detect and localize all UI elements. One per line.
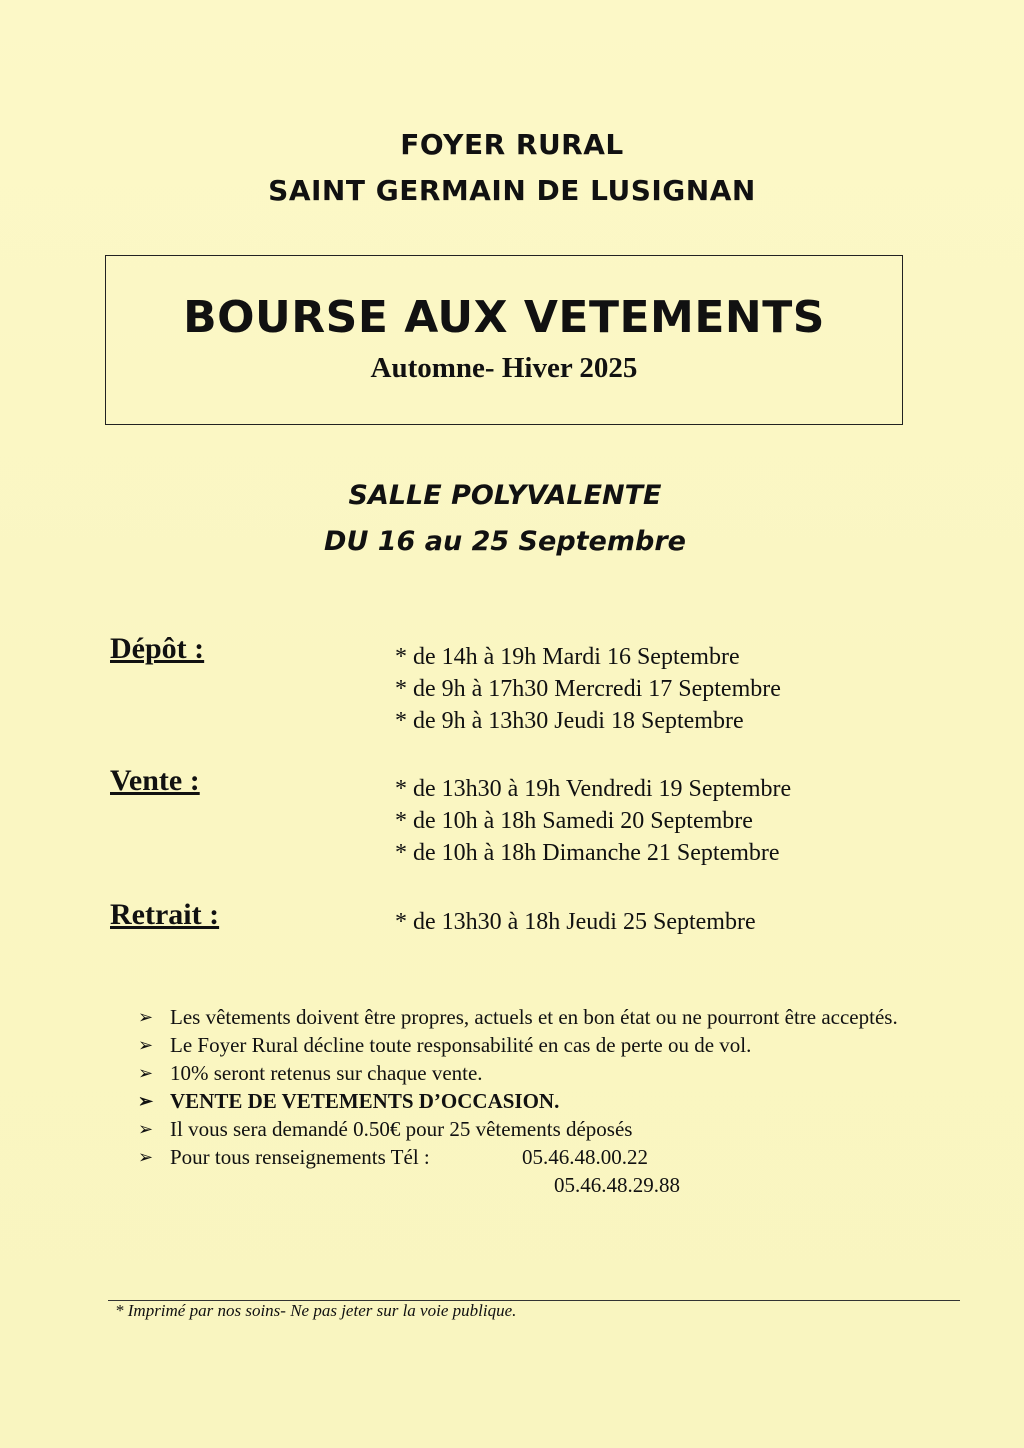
arrow-bullet-icon: ➢ [138,1119,154,1139]
note-text: Le Foyer Rural décline toute responsabilité en cas de perte ou de vol. [170,1033,752,1057]
note-text: VENTE DE VETEMENTS D’OCCASION. [170,1089,560,1113]
arrow-bullet-icon: ➢ [138,1147,154,1167]
retrait-label: Retrait : [110,898,220,931]
phone-number: 05.46.48.29.88 [554,1173,680,1197]
event-dates: DU 16 au 25 Septembre [324,526,686,557]
arrow-bullet-icon: ➢ [138,1007,154,1027]
depot-schedule [395,641,781,737]
note-item [138,1003,898,1031]
footer-note: * Imprimé par nos soins- Ne pas jeter sur la voie publique. [115,1301,517,1320]
contact-item [138,1143,898,1171]
contact-label: Pour tous renseignements Tél : [170,1145,430,1169]
organization-location: SAINT GERMAIN DE LUSIGNAN [268,174,756,207]
vente-label: Vente : [110,764,200,797]
organization-name: FOYER RURAL [400,128,624,161]
retrait-schedule [395,906,756,938]
arrow-bullet-icon: ➢ [138,1063,154,1083]
note-text: Les vêtements doivent être propres, actuels et en bon état ou ne pourront être acceptés. [170,1005,898,1029]
venue-name: SALLE POLYVALENTE [348,480,662,511]
schedule-item: * de 13h30 à 18h Jeudi 25 Septembre [395,909,756,935]
schedule-item: * de 13h30 à 19h Vendredi 19 Septembre [395,776,792,802]
schedule-item: * de 10h à 18h Samedi 20 Septembre [395,808,753,834]
event-season: Automne- Hiver 2025 [370,352,638,384]
note-text: 10% seront retenus sur chaque vente. [170,1061,483,1085]
notes-list [138,1003,898,1199]
schedule-item: * de 9h à 13h30 Jeudi 18 Septembre [395,708,744,734]
note-item [138,1115,898,1143]
depot-label: Dépôt : [110,632,205,665]
note-item [138,1059,898,1087]
note-text: Il vous sera demandé 0.50€ pour 25 vêtements déposés [170,1117,633,1141]
arrow-bullet-icon: ➢ [138,1035,154,1055]
schedule-item: * de 10h à 18h Dimanche 21 Septembre [395,840,780,866]
note-item [138,1087,898,1115]
event-title: BOURSE AUX VETEMENTS [183,292,825,343]
arrow-bullet-icon: ➢ [138,1091,154,1111]
note-item [138,1031,898,1059]
schedule-item: * de 9h à 17h30 Mercredi 17 Septembre [395,676,781,702]
schedule-item: * de 14h à 19h Mardi 16 Septembre [395,644,740,670]
phone-number: 05.46.48.00.22 [522,1145,648,1169]
title-box [105,255,903,425]
vente-schedule [395,773,791,869]
